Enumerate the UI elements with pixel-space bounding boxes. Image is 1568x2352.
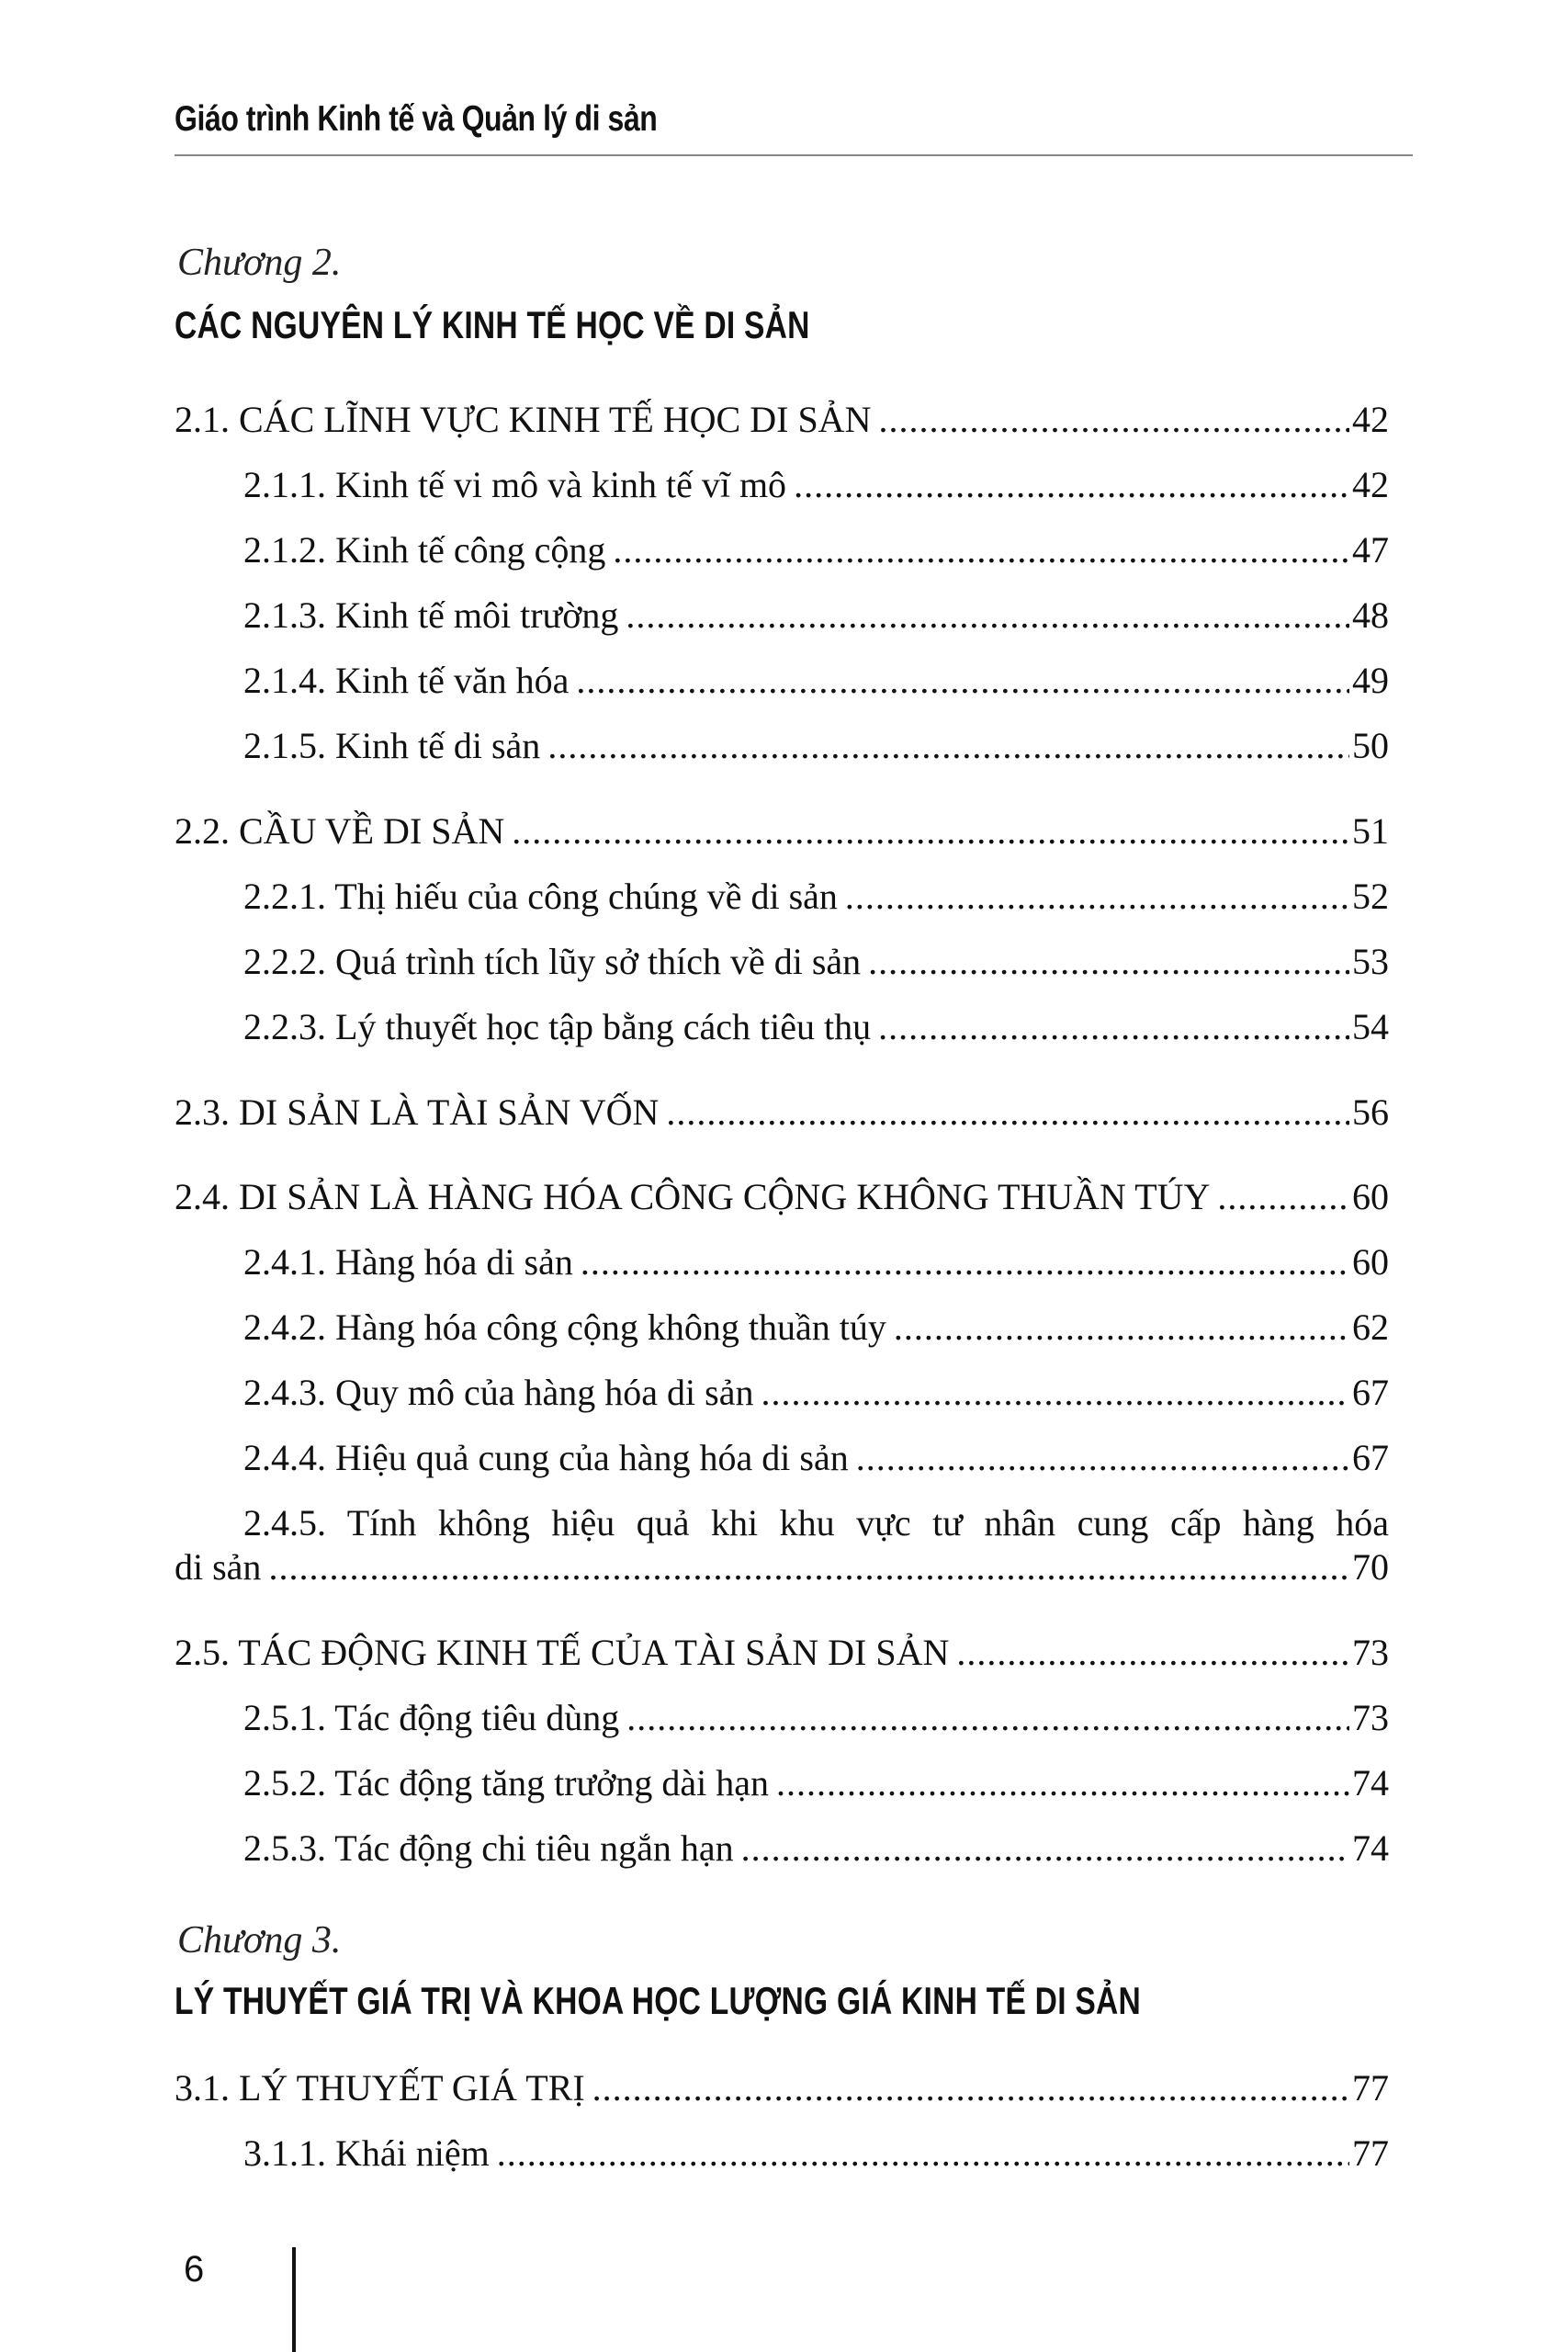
chapter-3-title: LÝ THUYẾT GIÁ TRỊ VÀ KHOA HỌC LƯỢNG GIÁ KINH TẾ DI SẢN (175, 1979, 1142, 2022)
leader-dots (576, 658, 1349, 704)
leader-dots (268, 1544, 1349, 1590)
toc-entry-title: 2.2.3. Lý thuyết học tập bằng cách tiêu thụ (243, 1006, 872, 1047)
toc-entry[interactable] (243, 658, 1389, 704)
leader-dots (878, 1004, 1349, 1050)
toc-entry-page: 77 (1352, 2067, 1389, 2109)
toc-entry[interactable] (243, 527, 1389, 573)
toc-entry-page: 52 (1352, 876, 1389, 917)
toc-entry-page: 70 (1352, 1546, 1389, 1588)
toc-entry-page: 73 (1352, 1697, 1389, 1738)
toc-entry-page: 56 (1352, 1091, 1389, 1133)
toc-entry-title: 2.5.1. Tác động tiêu dùng (243, 1697, 620, 1738)
chapter-2-label: Chương 2. (177, 242, 342, 284)
toc-entry-page: 67 (1352, 1437, 1389, 1478)
toc-entry[interactable] (243, 1305, 1389, 1351)
toc-entry-page: 62 (1352, 1306, 1389, 1348)
toc-entry[interactable] (243, 1760, 1389, 1806)
toc-entry-page: 60 (1352, 1176, 1389, 1217)
toc-entry[interactable] (243, 1695, 1389, 1741)
toc-entry[interactable] (243, 1004, 1389, 1050)
toc-entry[interactable] (243, 593, 1389, 639)
toc-entry[interactable] (175, 1174, 1389, 1220)
leader-dots (497, 2131, 1349, 2177)
toc-entry-page: 74 (1352, 1762, 1389, 1804)
leader-dots (856, 1435, 1349, 1481)
chapter-2-title: CÁC NGUYÊN LÝ KINH TẾ HỌC VỀ DI SẢN (175, 303, 810, 346)
toc-entry-title: 2.4.3. Quy mô của hàng hóa di sản (243, 1372, 754, 1413)
leader-dots (776, 1760, 1349, 1806)
toc-entry-title: 2.1.2. Kinh tế công cộng (243, 529, 606, 571)
leader-dots (845, 874, 1349, 920)
toc-entry-page: 74 (1352, 1827, 1389, 1869)
toc-entry-title-cont: di sản (175, 1546, 262, 1588)
toc-entry-page: 50 (1352, 725, 1389, 766)
toc-entry-page: 73 (1352, 1632, 1389, 1673)
page-number: 6 (184, 2249, 205, 2290)
header-rule (175, 154, 1413, 156)
toc-entry-page: 60 (1352, 1241, 1389, 1283)
toc-entry-title: 2.1.4. Kinh tế văn hóa (243, 660, 570, 701)
toc-entry-title: 2.5. TÁC ĐỘNG KINH TẾ CỦA TÀI SẢN DI SẢN (175, 1632, 950, 1673)
toc-entry[interactable] (243, 2131, 1389, 2177)
toc-entry[interactable] (175, 2065, 1389, 2111)
leader-dots (581, 1239, 1349, 1285)
toc-entry[interactable] (243, 1239, 1389, 1285)
toc-entry-page: 42 (1352, 399, 1389, 440)
toc-entry-title: 2.1.3. Kinh tế môi trường (243, 594, 619, 636)
toc-entry-page: 47 (1352, 529, 1389, 571)
toc-entry-title: 2.3. DI SẢN LÀ TÀI SẢN VỐN (175, 1091, 660, 1133)
leader-dots (956, 1630, 1349, 1676)
chapter-3-label: Chương 3. (177, 1919, 342, 1962)
leader-dots (592, 2065, 1349, 2111)
leader-dots (613, 527, 1349, 573)
leader-dots (512, 808, 1349, 854)
toc-entry[interactable] (243, 874, 1389, 920)
toc-entry-title: 2.2.2. Quá trình tích lũy sở thích về di sản (243, 941, 862, 982)
toc-entry-page: 77 (1352, 2132, 1389, 2174)
leader-dots (666, 1090, 1349, 1136)
toc-entry-page: 51 (1352, 810, 1389, 852)
toc-entry[interactable] (243, 1370, 1389, 1416)
toc-entry[interactable] (175, 1090, 1389, 1136)
toc-entry-title: 2.2. CẦU VỀ DI SẢN (175, 810, 505, 852)
toc-entry-title: 2.2.1. Thị hiếu của công chúng về di sản (243, 876, 838, 917)
toc-entry-page: 54 (1352, 1006, 1389, 1047)
leader-dots (626, 593, 1349, 639)
toc-entry-title: 2.1.1. Kinh tế vi mô và kinh tế vĩ mô (243, 464, 787, 505)
toc-entry-title: 3.1.1. Khái niệm (243, 2132, 490, 2174)
toc-entry[interactable] (243, 1826, 1389, 1871)
leader-dots (761, 1370, 1349, 1416)
toc-entry-title: 2.5.3. Tác động chi tiêu ngắn hạn (243, 1827, 734, 1869)
leader-dots (1217, 1174, 1349, 1220)
toc-entry-title: 2.4.4. Hiệu quả cung của hàng hóa di sản (243, 1437, 849, 1478)
toc-entry[interactable] (175, 808, 1389, 854)
toc-entry-title: 3.1. LÝ THUYẾT GIÁ TRỊ (175, 2067, 585, 2109)
toc-entry-page: 48 (1352, 594, 1389, 636)
leader-dots (868, 939, 1349, 985)
toc-entry[interactable] (175, 397, 1389, 443)
toc-entry[interactable] (243, 462, 1389, 508)
leader-dots (894, 1305, 1349, 1351)
running-title: Giáo trình Kinh tế và Quản lý di sản (175, 99, 658, 139)
leader-dots (878, 397, 1349, 443)
toc-entry-title: 2.5.2. Tác động tăng trưởng dài hạn (243, 1762, 769, 1804)
toc-entry[interactable] (243, 1435, 1389, 1481)
toc-entry-page: 53 (1352, 941, 1389, 982)
toc-entry[interactable] (243, 939, 1389, 985)
leader-dots (794, 462, 1349, 508)
toc-entry-title: 2.4.5. Tính không hiệu quả khi khu vực tư nhân cung cấp hàng hóa (243, 1502, 1389, 1544)
leader-dots (626, 1695, 1349, 1741)
leader-dots (741, 1826, 1349, 1871)
toc-entry[interactable] (175, 1630, 1389, 1676)
toc-entry-continuation (175, 1544, 1389, 1590)
footer-divider (292, 2247, 296, 2352)
toc-entry-page: 67 (1352, 1372, 1389, 1413)
toc-entry-page: 42 (1352, 464, 1389, 505)
leader-dots (547, 723, 1349, 769)
toc-entry-title: 2.4.2. Hàng hóa công cộng không thuần túy (243, 1306, 886, 1348)
toc-entry-title: 2.1. CÁC LĨNH VỰC KINH TẾ HỌC DI SẢN (175, 399, 872, 440)
toc-entry-title: 2.1.5. Kinh tế di sản (243, 725, 541, 766)
toc-entry[interactable] (243, 723, 1389, 769)
toc-entry-title: 2.4. DI SẢN LÀ HÀNG HÓA CÔNG CỘNG KHÔNG THUẦN TÚY (175, 1176, 1211, 1217)
toc-entry-page: 49 (1352, 660, 1389, 701)
toc-entry-title: 2.4.1. Hàng hóa di sản (243, 1241, 573, 1283)
